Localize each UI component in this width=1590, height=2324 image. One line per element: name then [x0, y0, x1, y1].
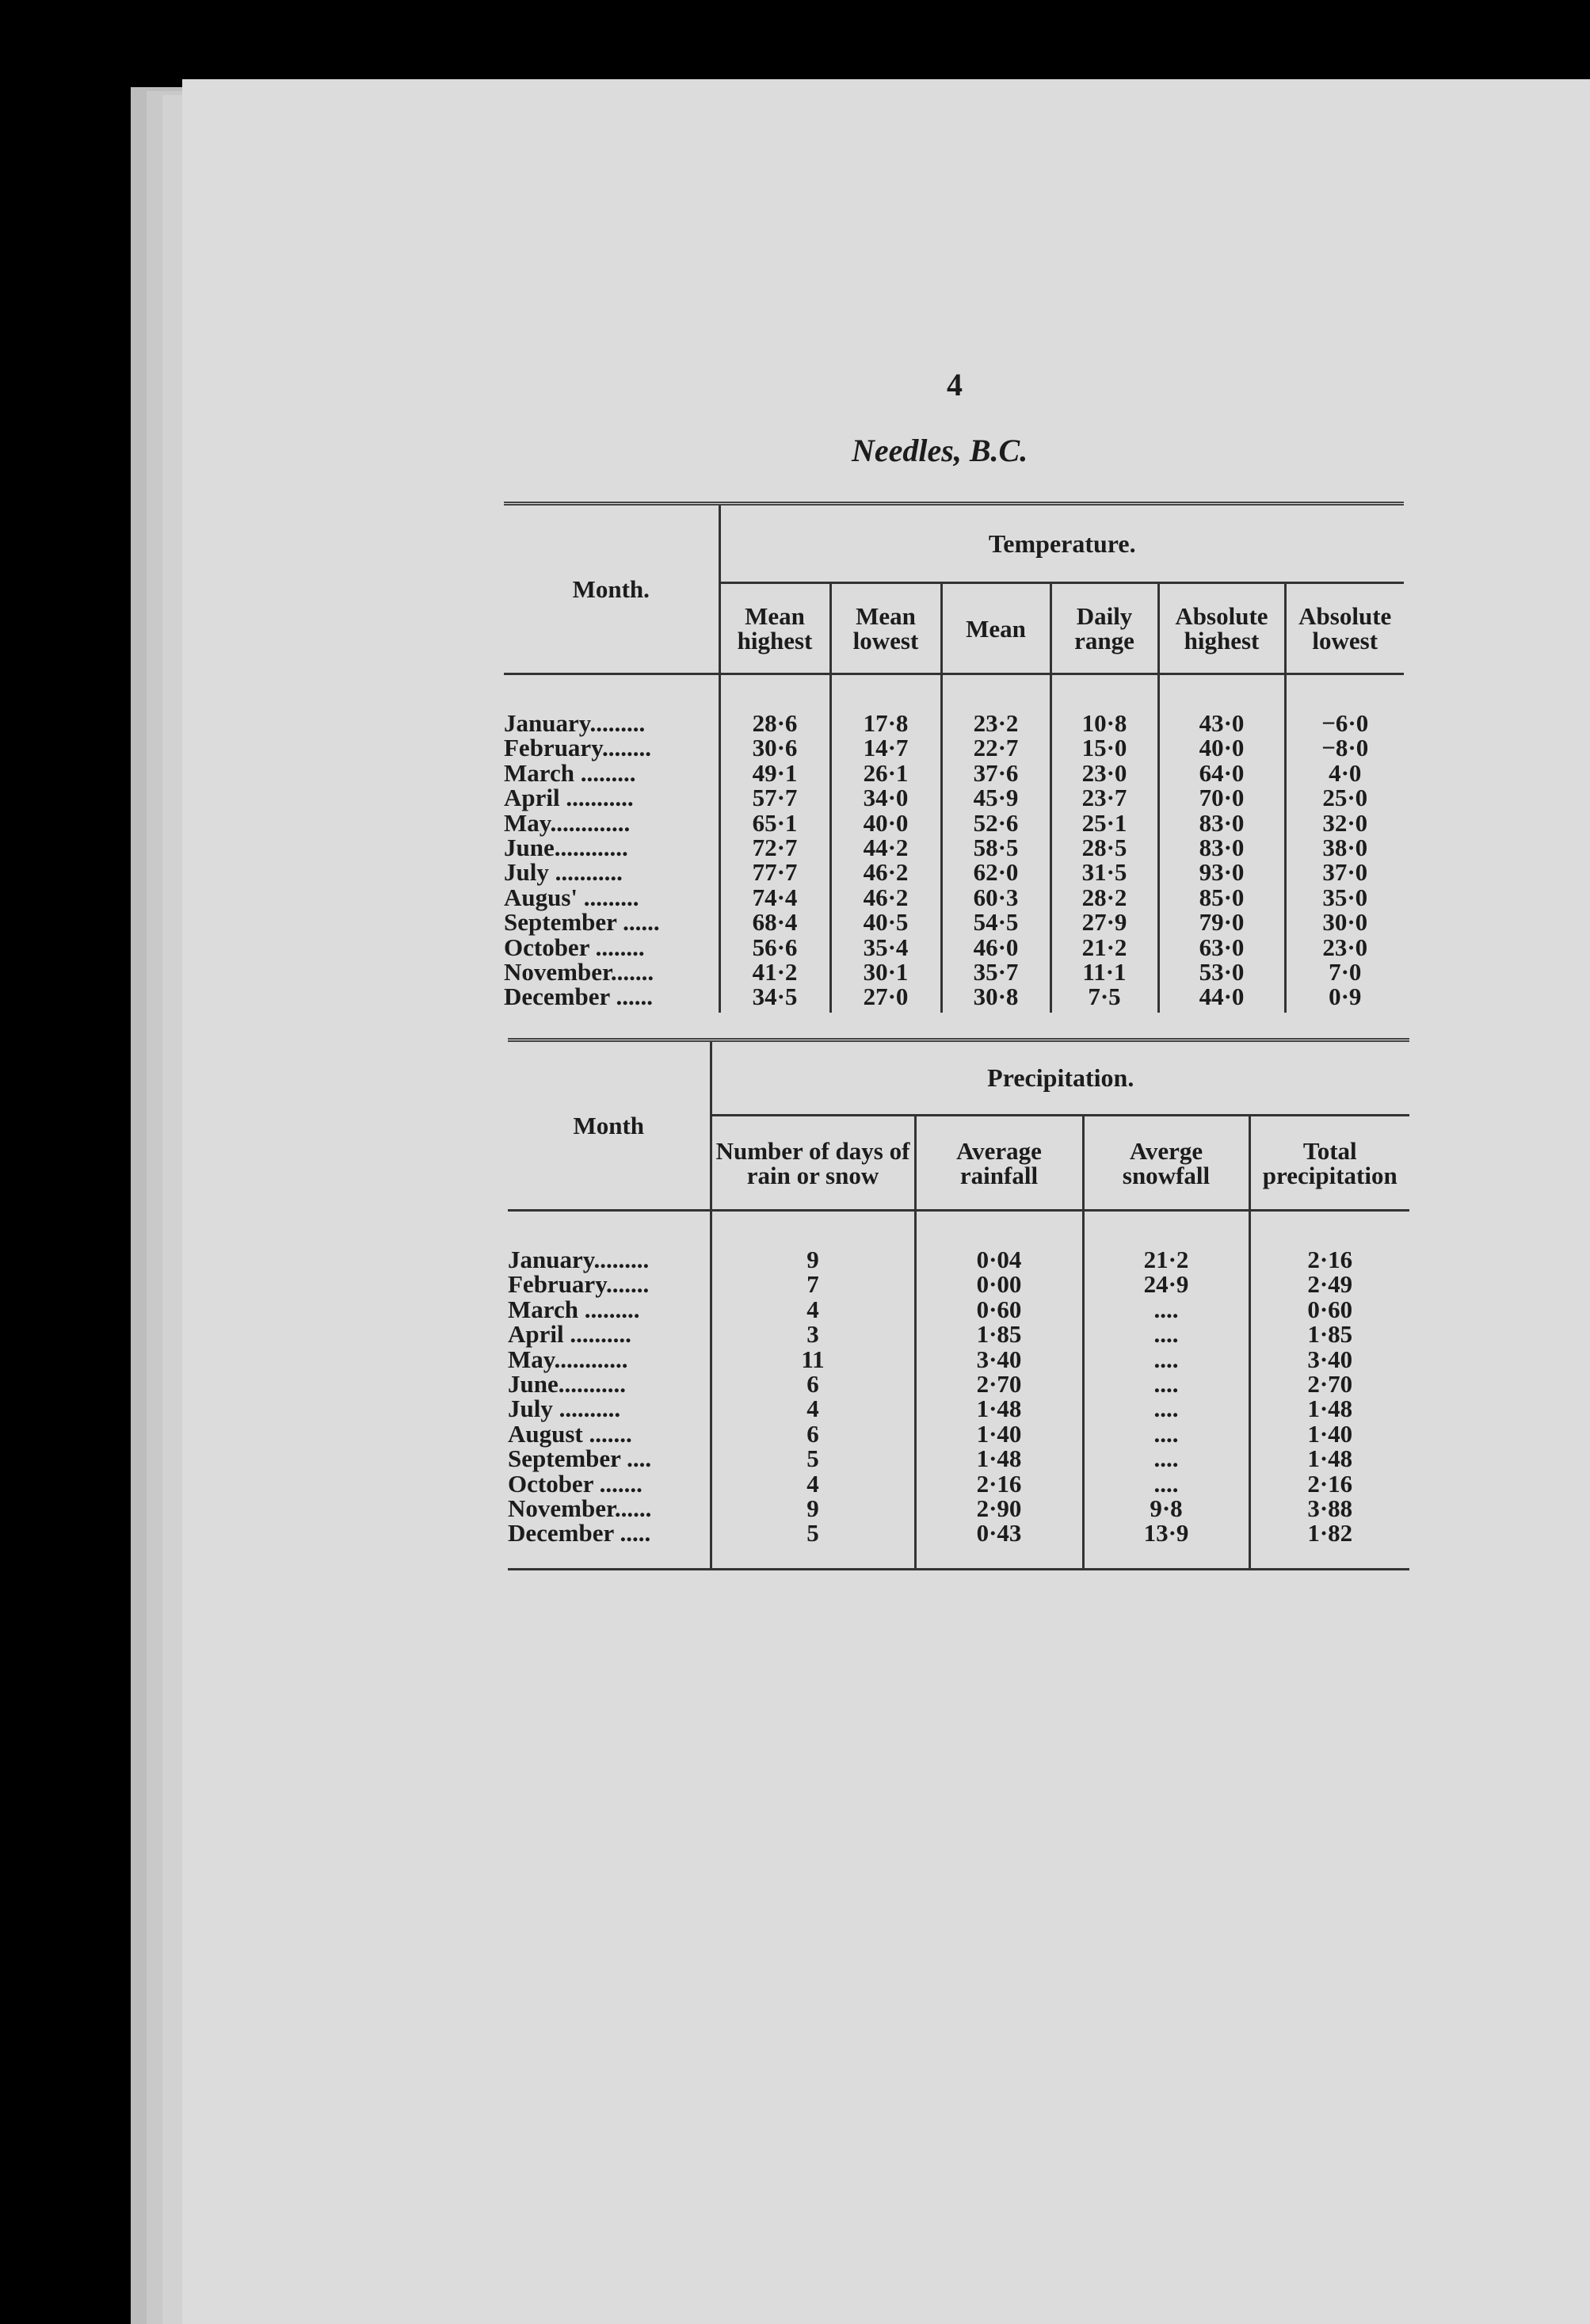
table-cell: 57·7 — [752, 784, 798, 812]
month-label: November....... — [504, 958, 654, 986]
precipitation-month-column — [508, 1211, 711, 1570]
col-total-precipitation-header: Total precipitation — [1249, 1116, 1409, 1211]
absolute-lowest-column — [1285, 674, 1404, 1013]
table-cell: 1·48 — [976, 1395, 1022, 1423]
table-cell: 1·85 — [976, 1320, 1022, 1349]
table-cell: 28·2 — [1081, 883, 1127, 911]
table-cell: 5 — [806, 1444, 819, 1473]
month-label: May............ — [508, 1345, 628, 1373]
table-cell: 0·00 — [976, 1270, 1022, 1299]
table-cell: 1·48 — [1307, 1395, 1353, 1423]
table-cell: .... — [1153, 1469, 1179, 1498]
table-cell: 0·43 — [976, 1519, 1022, 1547]
col-mean-header: Mean — [941, 583, 1050, 674]
table-cell: 28·6 — [752, 709, 798, 737]
table-cell: 74·4 — [752, 883, 798, 911]
table-cell: 43·0 — [1199, 709, 1245, 737]
table-cell: 34·5 — [752, 983, 798, 1011]
table-cell: 85·0 — [1199, 883, 1245, 911]
page-title: Needles, B.C. — [852, 433, 1028, 468]
month-label: April ........... — [504, 784, 634, 812]
table-cell: 64·0 — [1199, 758, 1245, 787]
table-cell: 21·2 — [1143, 1246, 1189, 1273]
table-cell: 1·48 — [976, 1444, 1022, 1473]
col-days-rain-snow-header: Number of days of rain or snow — [711, 1116, 915, 1211]
table-cell: 1·82 — [1307, 1519, 1353, 1547]
table-cell: 24·9 — [1143, 1270, 1189, 1299]
table-cell: 37·0 — [1322, 858, 1368, 887]
table-cell: .... — [1153, 1444, 1179, 1473]
table-cell: 0·60 — [1307, 1295, 1353, 1323]
table-cell: 7·5 — [1088, 983, 1121, 1011]
table-cell: 79·0 — [1199, 908, 1245, 937]
table-cell: 70·0 — [1199, 784, 1245, 812]
table-cell: 11·1 — [1082, 958, 1127, 986]
month-label: January......... — [508, 1246, 650, 1273]
table-cell: 37·6 — [973, 758, 1019, 787]
table-cell: 46·0 — [973, 933, 1019, 961]
table-cell: 44·2 — [863, 834, 909, 862]
table-cell: 6 — [806, 1419, 819, 1448]
table-cell: 17·8 — [863, 709, 909, 737]
month-label: September ...... — [504, 908, 660, 937]
month-label: April .......... — [508, 1320, 631, 1349]
table-cell: 3 — [806, 1320, 819, 1349]
table-cell: 5 — [806, 1519, 819, 1547]
page-number: 4 — [947, 367, 963, 403]
table-cell: −6·0 — [1321, 709, 1369, 737]
table-cell: 31·5 — [1081, 858, 1127, 887]
table-cell: 26·1 — [863, 758, 909, 787]
table-cell: 3·40 — [976, 1345, 1022, 1373]
precipitation-group-header: Precipitation. — [711, 1040, 1409, 1116]
table-cell: 49·1 — [752, 758, 798, 787]
col-daily-range-header: Daily range — [1050, 583, 1158, 674]
daily-range-column — [1050, 674, 1158, 1013]
col-mean-highest-header: Mean highest — [719, 583, 830, 674]
absolute-highest-column — [1158, 674, 1285, 1013]
month-label: Augus' ......... — [504, 883, 639, 911]
table-cell: 13·9 — [1143, 1519, 1189, 1547]
table-cell: .... — [1153, 1370, 1179, 1399]
table-cell: 58·5 — [973, 834, 1019, 862]
table-cell: 35·4 — [863, 933, 909, 961]
days-rain-snow-column — [711, 1211, 915, 1570]
month-label: August ....... — [508, 1419, 632, 1448]
table-cell: 2·16 — [1307, 1469, 1353, 1498]
month-label: June............ — [504, 834, 628, 862]
table-cell: 4·0 — [1329, 758, 1362, 787]
table-cell: 3·40 — [1307, 1345, 1353, 1373]
table-cell: 35·7 — [973, 958, 1019, 986]
month-label: December ..... — [508, 1519, 651, 1547]
table-cell: 9 — [806, 1246, 819, 1273]
month-label: October ....... — [508, 1469, 642, 1498]
month-label: February........ — [504, 734, 651, 762]
month-label: June........... — [508, 1370, 626, 1399]
table-cell: 72·7 — [752, 834, 798, 862]
table-cell: 4 — [806, 1295, 819, 1323]
table-cell: 28·5 — [1081, 834, 1127, 862]
month-label: February....... — [508, 1270, 650, 1299]
table-cell: 83·0 — [1199, 808, 1245, 837]
table-cell: 2·70 — [976, 1370, 1022, 1399]
table-cell: 52·6 — [973, 808, 1019, 837]
total-precipitation-column — [1249, 1211, 1409, 1570]
table-cell: 40·0 — [863, 808, 909, 837]
table-cell: 30·8 — [973, 983, 1019, 1011]
table-cell: 41·2 — [752, 958, 798, 986]
month-label: October ........ — [504, 933, 645, 961]
table-cell: 60·3 — [973, 883, 1019, 911]
table-cell: 4 — [806, 1469, 819, 1498]
table-cell: 53·0 — [1199, 958, 1245, 986]
temperature-month-header: Month. — [504, 504, 719, 674]
table-cell: 23·0 — [1081, 758, 1127, 787]
month-label: March ......... — [504, 758, 636, 787]
table-cell: .... — [1153, 1395, 1179, 1423]
table-cell: 14·7 — [863, 734, 909, 762]
table-cell: 54·5 — [973, 908, 1019, 937]
col-absolute-lowest-header: Absolute lowest — [1285, 583, 1404, 674]
mean-highest-column — [719, 674, 830, 1013]
table-cell: 34·0 — [863, 784, 909, 812]
table-cell: 1·85 — [1307, 1320, 1353, 1349]
table-cell: 9 — [806, 1494, 819, 1523]
mean-column — [941, 674, 1050, 1013]
table-cell: 2·70 — [1307, 1370, 1353, 1399]
table-cell: 93·0 — [1199, 858, 1245, 887]
temperature-table — [504, 502, 1404, 1013]
table-cell: 1·48 — [1307, 1444, 1353, 1473]
precipitation-table — [508, 1038, 1409, 1570]
table-cell: 77·7 — [752, 858, 798, 887]
table-cell: 40·0 — [1199, 734, 1245, 762]
temperature-group-header: Temperature. — [719, 504, 1404, 583]
table-cell: 2·90 — [976, 1494, 1022, 1523]
table-cell: 68·4 — [752, 908, 798, 937]
table-cell: 62·0 — [973, 858, 1019, 887]
table-cell: 2·49 — [1307, 1270, 1353, 1299]
table-cell: 27·9 — [1081, 908, 1127, 937]
table-cell: 23·7 — [1081, 784, 1127, 812]
month-label: January......... — [504, 709, 646, 737]
table-cell: 0·04 — [976, 1246, 1022, 1273]
table-cell: 32·0 — [1322, 808, 1368, 837]
table-cell: 44·0 — [1199, 983, 1245, 1011]
month-label: September .... — [508, 1444, 652, 1473]
average-snowfall-column — [1083, 1211, 1249, 1570]
table-cell: 15·0 — [1081, 734, 1127, 762]
table-cell: 9·8 — [1150, 1494, 1183, 1523]
table-cell: 45·9 — [973, 784, 1019, 812]
month-label: July ........... — [504, 858, 623, 887]
table-cell: 11 — [801, 1345, 825, 1373]
col-average-snowfall-header: Averge snowfall — [1083, 1116, 1249, 1211]
col-average-rainfall-header: Average rainfall — [915, 1116, 1083, 1211]
table-cell: 2·16 — [1307, 1246, 1353, 1273]
table-cell: 83·0 — [1199, 834, 1245, 862]
table-cell: 4 — [806, 1395, 819, 1423]
table-cell: 2·16 — [976, 1469, 1022, 1498]
table-cell: 63·0 — [1199, 933, 1245, 961]
table-cell: 0·60 — [976, 1295, 1022, 1323]
table-cell: 40·5 — [863, 908, 909, 937]
precipitation-month-header: Month — [508, 1040, 711, 1211]
table-cell: 25·1 — [1081, 808, 1127, 837]
table-cell: 6 — [806, 1370, 819, 1399]
table-cell: 23·2 — [973, 709, 1019, 737]
month-label: May............. — [504, 808, 631, 837]
table-cell: 7 — [806, 1270, 819, 1299]
table-cell: 3·88 — [1307, 1494, 1353, 1523]
temperature-month-column — [504, 674, 719, 1013]
col-absolute-highest-header: Absolute highest — [1158, 583, 1285, 674]
table-cell: 46·2 — [863, 883, 909, 911]
table-cell: 46·2 — [863, 858, 909, 887]
month-label: November...... — [508, 1494, 652, 1523]
table-cell: 23·0 — [1322, 933, 1368, 961]
table-cell: 21·2 — [1081, 933, 1127, 961]
table-cell: −8·0 — [1321, 734, 1369, 762]
table-cell: .... — [1153, 1345, 1179, 1373]
table-cell: 22·7 — [973, 734, 1019, 762]
table-cell: 27·0 — [863, 983, 909, 1011]
month-label: July .......... — [508, 1395, 621, 1423]
table-cell: 30·0 — [1322, 908, 1368, 937]
table-cell: 7·0 — [1329, 958, 1362, 986]
table-cell: 38·0 — [1322, 834, 1368, 862]
table-cell: 30·1 — [863, 958, 909, 986]
table-cell: 1·40 — [976, 1419, 1022, 1448]
table-cell: .... — [1153, 1320, 1179, 1349]
month-label: March ......... — [508, 1295, 640, 1323]
table-cell: 10·8 — [1081, 709, 1127, 737]
month-label: December ...... — [504, 983, 653, 1011]
table-cell: 1·40 — [1307, 1419, 1353, 1448]
average-rainfall-column — [915, 1211, 1083, 1570]
table-cell: 56·6 — [752, 933, 798, 961]
table-cell: 0·9 — [1329, 983, 1362, 1011]
col-mean-lowest-header: Mean lowest — [830, 583, 941, 674]
table-cell: 25·0 — [1322, 784, 1368, 812]
mean-lowest-column — [830, 674, 941, 1013]
table-cell: 65·1 — [752, 808, 798, 837]
table-cell: .... — [1153, 1295, 1179, 1323]
table-cell: 30·6 — [752, 734, 798, 762]
table-cell: 35·0 — [1322, 883, 1368, 911]
table-cell: .... — [1153, 1419, 1179, 1448]
